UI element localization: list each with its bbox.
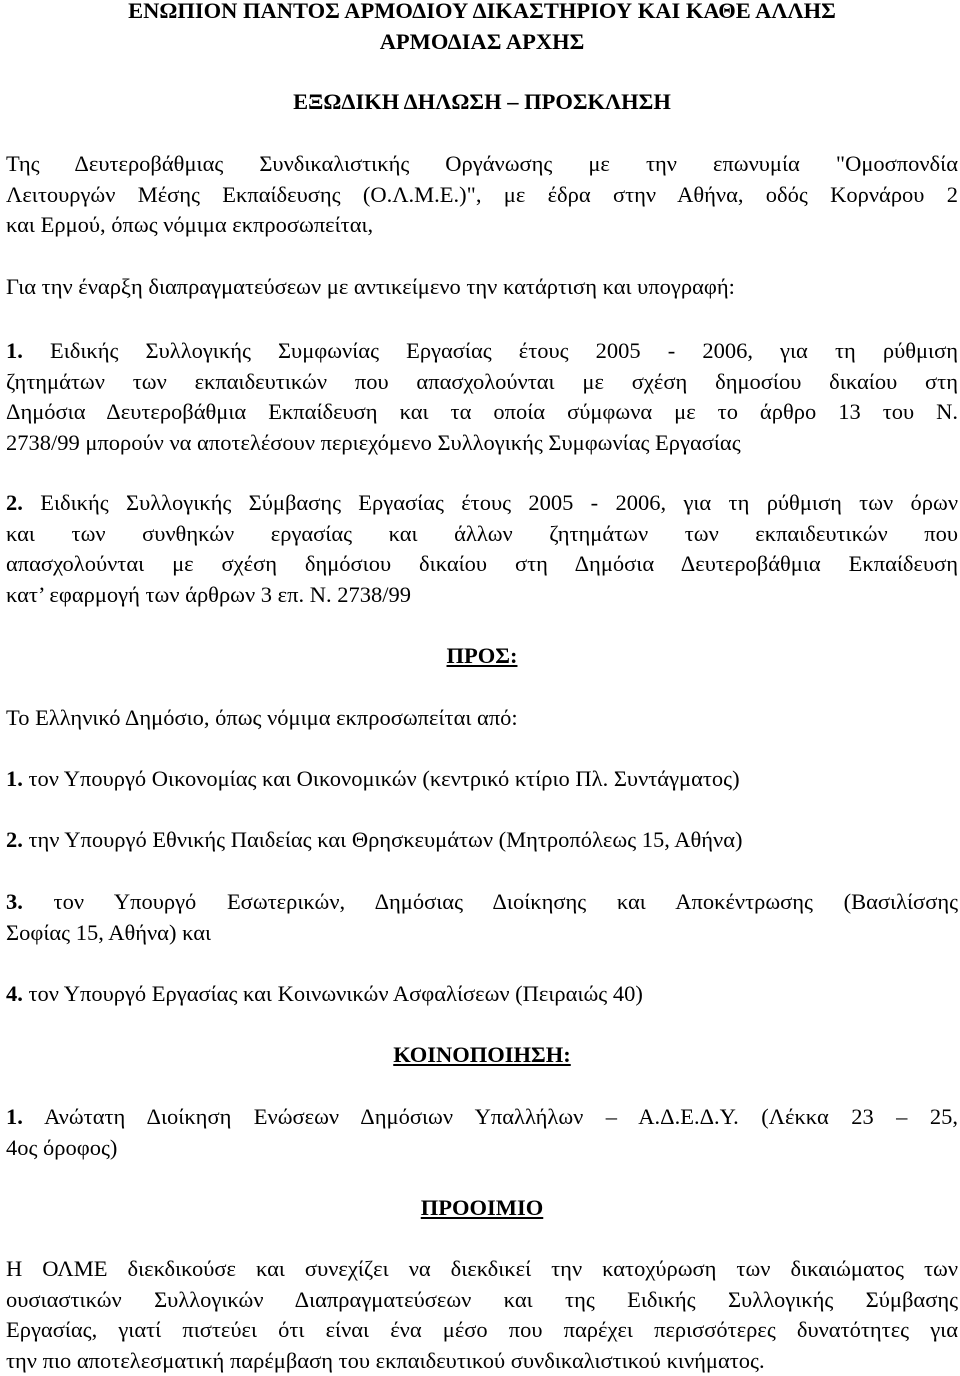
koinopoiisi-heading: ΚΟΙΝΟΠΟΙΗΣΗ: [393,1042,571,1067]
prooimio-paragraph [6,1254,958,1376]
recipient-number: 4. [6,981,23,1006]
title-line-1: ΕΝΩΠΙΟΝ ΠΑΝΤΟΣ ΑΡΜΟΔΙΟΥ ΔΙΚΑΣΤΗΡΙΟΥ ΚΑΙ ΚΑΘΕ ΑΛΛΗΣ [128,0,836,23]
recipient-number: 3. [6,889,23,914]
koinopoiisi-item-1: 1. Ανώτατη Διοίκηση Ενώσεων Δημόσιων Υπαλλήλων – Α.Δ.Ε.Δ.Υ. (Λέκκα 23 – 25, 4ος όροφος) [6,1104,958,1160]
item-line: απασχολούνται με σχέση δημόσιου δικαίου στη Δημόσια Δευτεροβάθμια Εκπαίδευση [6,551,958,577]
intro-line: Της Δευτεροβάθμιας Συνδικαλιστικής Οργάνωσης με την επωνυμία "Ομοσπονδία [6,151,958,176]
item-line: Δημόσια Δευτεροβάθμια Εκπαίδευση και τα οποία σύμφωνα με το άρθρο 13 του Ν. [6,399,958,425]
intro-paragraph [6,149,958,241]
koinopoiisi-number: 1. [6,1104,23,1129]
item-number: 2. [6,490,23,515]
intro-line: και Ερμού, όπως νόμιμα εκπροσωπείται, [6,212,374,238]
recipient-2: 2. την Υπουργό Εθνικής Παιδείας και Θρησκευμάτων (Μητροπόλεως 15, Αθήνα) [6,827,743,852]
recipient-1: 1. τον Υπουργό Οικονομίας και Οικονομικών (κεντρικό κτίριο Πλ. Συντάγματος) [6,766,740,791]
document-type-heading: ΕΞΩΔΙΚΗ ΔΗΛΩΣΗ – ΠΡΟΣΚΛΗΣΗ [293,89,671,114]
prooimio-line: Η ΟΛΜΕ διεκδικούσε και συνεχίζει να διεκδικεί την κατοχύρωση των δικαιώματος των [6,1256,958,1281]
item-line: κατ’ εφαρμογή των άρθρων 3 επ. Ν. 2738/99 [6,581,411,607]
recipient-4: 4. τον Υπουργό Εργασίας και Κοινωνικών Ασφαλίσεων (Πειραιώς 40) [6,981,643,1006]
pros-heading: ΠΡΟΣ: [446,643,518,668]
item-number: 1. [6,338,23,363]
prooimio-heading: ΠΡΟΟΙΜΙΟ [420,1195,544,1220]
pros-intro: Το Ελληνικό Δημόσιο, όπως νόμιμα εκπροσωπείται από: [6,705,518,730]
item-line: 2738/99 μπορούν να αποτελέσουν περιεχόμενο Συλλογικής Συμφωνίας Εργασίας [6,429,741,455]
recipient-number: 2. [6,827,23,852]
intro-line: Λειτουργών Μέσης Εκπαίδευσης (Ο.Λ.Μ.Ε.)", με έδρα στην Αθήνα, οδός Κορνάρου 2 [6,181,958,207]
prooimio-line: ουσιαστικών Συλλογικών Διαπραγματεύσεων και της Ειδικής Συλλογικής Σύμβασης [6,1286,958,1312]
agreement-item-2 [6,488,958,610]
item-line: 2. Ειδικής Συλλογικής Σύμβασης Εργασίας έτους 2005 - 2006, για τη ρύθμιση των όρων [6,490,958,515]
prooimio-line: Εργασίας, γιατί πιστεύει ότι είναι ένα μέσο που παρέχει περισσότερες δυνατότητες για [6,1317,958,1343]
item-line: και των συνθηκών εργασίας και άλλων ζητημάτων των εκπαιδευτικών που [6,520,958,546]
prooimio-line: την πιο αποτελεσματική παρέμβαση του εκπαιδευτικού συνδικαλιστικού κινήματος. [6,1347,765,1373]
agreement-item-1 [6,336,958,458]
item-line: ζητημάτων των εκπαιδευτικών που απασχολούνται με σχέση δημοσίου δικαίου στη [6,368,958,394]
recipient-3: 3. τον Υπουργό Εσωτερικών, Δημόσιας Διοίκησης και Αποκέντρωσης (Βασιλίσσης Σοφίας 15, Αθήνα) και [6,889,958,945]
item-line: 1. Ειδικής Συλλογικής Συμφωνίας Εργασίας έτους 2005 - 2006, για τη ρύθμιση [6,338,959,363]
title-line-2: ΑΡΜΟΔΙΑΣ ΑΡΧΗΣ [379,28,585,54]
document-title [6,0,958,57]
recipient-number: 1. [6,766,23,791]
purpose-line: Για την έναρξη διαπραγματεύσεων με αντικείμενο την κατάρτιση και υπογραφή: [6,274,735,299]
